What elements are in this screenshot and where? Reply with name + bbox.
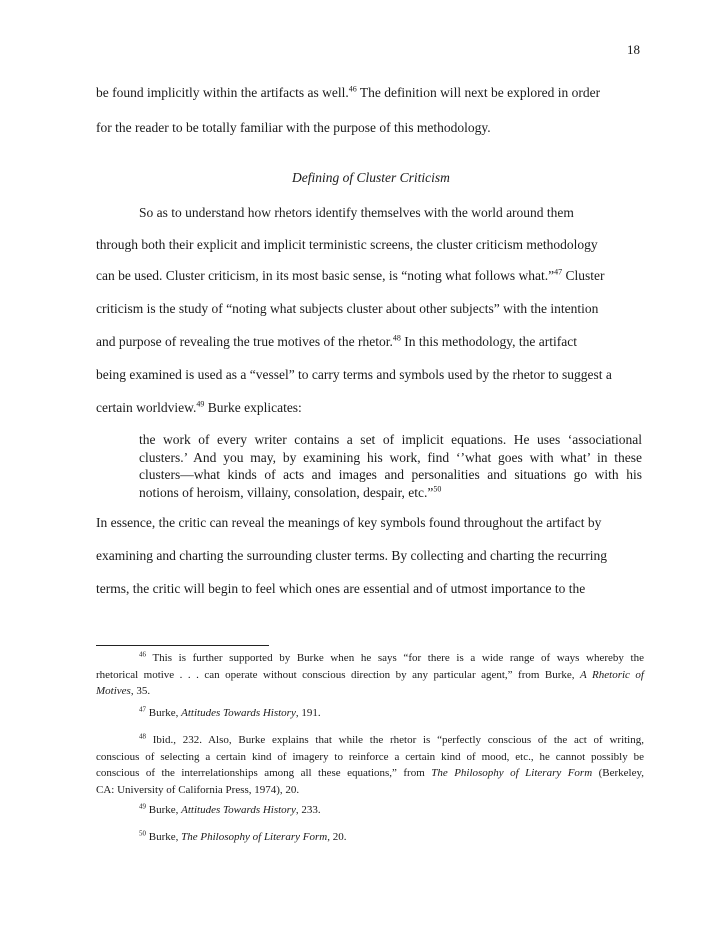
footnote-50 (96, 829, 644, 846)
footnote-ref-46: 46 (348, 84, 357, 94)
quote-line: clusters.’ And you may, by examining his work, find ‘’what goes with what’ in these (139, 449, 642, 465)
body-line: criticism is the study of “noting what subjects cluster about other subjects” with the intention (96, 301, 599, 316)
footnote-line (96, 705, 644, 722)
body-line (96, 267, 656, 284)
footnote-separator (96, 645, 269, 646)
footnote-47 (96, 705, 644, 722)
footnote-48 (96, 732, 644, 798)
footnote-line: conscious of selecting a certain kind of imagery to reinforce a certain kind of mood, etc., he cannot possibly be (96, 750, 644, 763)
footnote-ref-49: 49 (196, 399, 205, 409)
text-run: Burke, (146, 804, 182, 816)
body-line: So as to understand how rhetors identify themselves with the world around them (139, 205, 574, 220)
quote-line (139, 484, 642, 502)
text-run: conscious of the interrelationships among all these equations,” from (96, 767, 432, 779)
body-line: terms, the critic will begin to feel which ones are essential and of utmost importance to the (96, 581, 586, 596)
text-run: (Berkeley, (592, 767, 645, 779)
text-run: Burke, (146, 707, 182, 719)
quote-line: clusters—what kinds of acts and images and personalities and situations go with his (139, 467, 642, 482)
body-line (96, 84, 656, 101)
footnote-line (96, 802, 644, 819)
text-run: A Rhetoric of (580, 668, 644, 681)
text-run: Ibid., 232. Also, Burke explains that while the rhetor is “perfectly conscious of the act of writing, (146, 734, 644, 746)
footnote-number: 47 (139, 705, 146, 714)
body-line: In essence, the critic can reveal the meanings of key symbols found throughout the artifact by (96, 515, 602, 530)
footnote-line: CA: University of California Press, 1974), 20. (96, 783, 300, 796)
text-run: Motives (96, 685, 131, 697)
text-run: notions of heroism, villainy, consolation, despair, etc.” (139, 484, 434, 500)
text-run: Burke, (146, 831, 182, 843)
footnote-line (96, 732, 644, 749)
text-run: In this methodology, the artifact (400, 334, 578, 349)
text-run: , 233. (295, 804, 321, 816)
footnote-line (96, 667, 644, 684)
text-run: The Philosophy of Literary Form (181, 831, 328, 843)
text-run: certain worldview. (96, 400, 197, 415)
text-run: Cluster (562, 268, 605, 283)
footnote-line (96, 650, 644, 667)
text-run: The Philosophy of Literary Form (431, 767, 593, 779)
footnote-ref-48: 48 (392, 333, 401, 343)
footnote-line (96, 765, 644, 782)
text-run: , 35. (130, 685, 151, 697)
text-run: can be used. Cluster criticism, in its most basic sense, is “noting what follows what.” (96, 268, 555, 283)
block-quote (139, 431, 642, 501)
footnote-number: 50 (139, 829, 146, 838)
text-run: This is further supported by Burke when he says “for there is a wide range of ways whereby the (146, 652, 644, 664)
text-run: , 191. (295, 707, 321, 719)
footnote-number: 46 (139, 650, 146, 659)
footnote-49 (96, 802, 644, 819)
footnote-line (96, 829, 644, 846)
body-line: examining and charting the surrounding cluster terms. By collecting and charting the recurring (96, 548, 607, 563)
quote-line: the work of every writer contains a set of implicit equations. He uses ‘associational (139, 432, 642, 447)
text-run: , 20. (327, 831, 347, 843)
text-run: Burke explicates: (204, 400, 302, 415)
text-run: and purpose of revealing the true motives of the rhetor. (96, 334, 393, 349)
text-run: rhetorical motive . . . can operate without conscious direction by any particular agent,” from Burke, (96, 668, 581, 681)
text-run: The definition will next be explored in order (356, 85, 601, 100)
body-line (96, 333, 656, 350)
section-heading: Defining of Cluster Criticism (292, 170, 450, 185)
footnote-line (96, 683, 644, 700)
text-run: be found implicitly within the artifacts as well. (96, 85, 349, 100)
body-line: through both their explicit and implicit terministic screens, the cluster criticism methodology (96, 237, 598, 252)
page-number: 18 (627, 42, 640, 57)
footnote-ref-47: 47 (554, 267, 563, 277)
text-run: Attitudes Towards History (181, 804, 296, 816)
body-line (96, 399, 656, 416)
footnote-46 (96, 650, 644, 700)
body-line: being examined is used as a “vessel” to carry terms and symbols used by the rhetor to suggest a (96, 367, 612, 382)
text-run: Attitudes Towards History (181, 707, 296, 719)
footnote-number: 48 (139, 732, 146, 741)
footnote-ref-50: 50 (433, 484, 442, 493)
footnote-number: 49 (139, 802, 146, 811)
body-line: for the reader to be totally familiar with the purpose of this methodology. (96, 120, 491, 135)
